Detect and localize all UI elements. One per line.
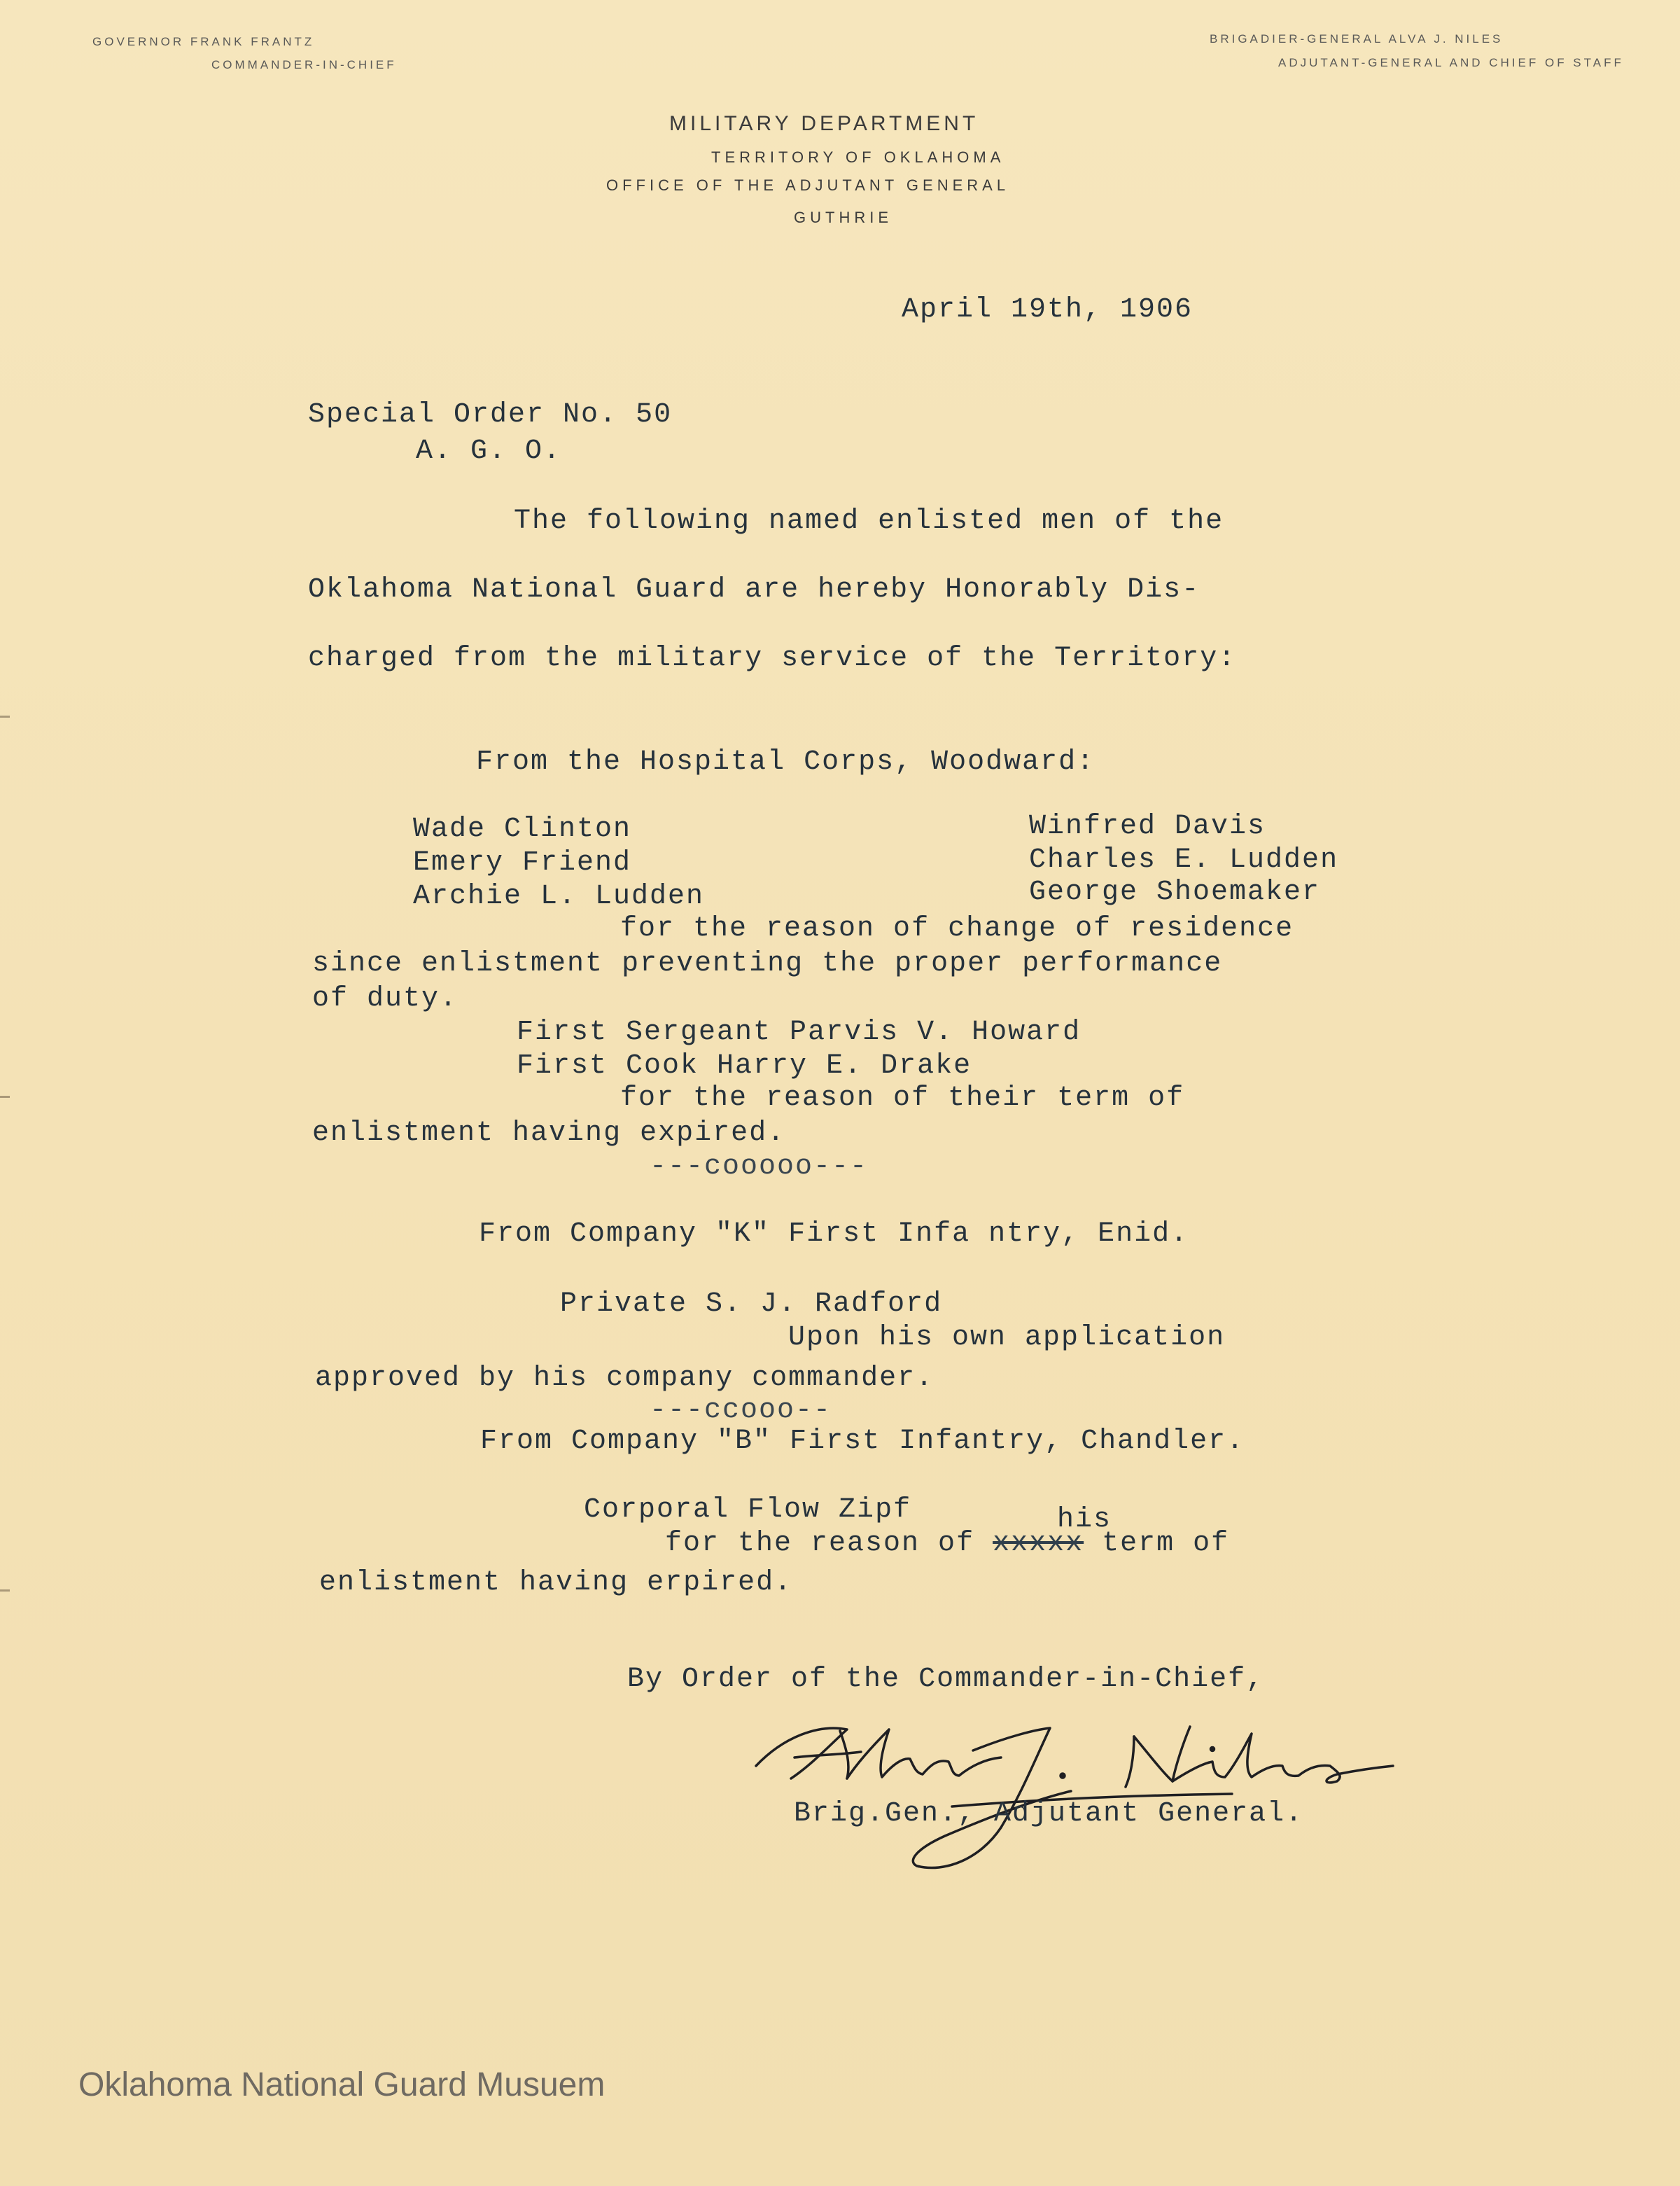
edge-mark bbox=[0, 716, 10, 718]
edge-mark bbox=[0, 1096, 10, 1098]
typed-insertion: his bbox=[1057, 1504, 1112, 1536]
museum-watermark: Oklahoma National Guard Musuem bbox=[78, 2066, 606, 2103]
hospital-reason-2: for the reason of their term of bbox=[620, 1082, 1185, 1114]
company-b-heading: From Company "B" First Infantry, Chandler. bbox=[480, 1426, 1245, 1457]
closing-by-order: By Order of the Commander-in-Chief, bbox=[627, 1664, 1265, 1695]
signature bbox=[742, 1708, 1400, 1884]
hospital-name: Emery Friend bbox=[413, 847, 632, 879]
company-k-heading: From Company "K" First Infa ntry, Enid. bbox=[479, 1218, 1189, 1250]
hospital-heading: From the Hospital Corps, Woodward: bbox=[476, 746, 1096, 778]
hospital-reason-2: enlistment having expired. bbox=[312, 1118, 786, 1149]
company-k-name: Private S. J. Radford bbox=[560, 1288, 943, 1320]
hospital-reason-1: for the reason of change of residence bbox=[620, 913, 1294, 945]
hospital-reason-1: since enlistment preventing the proper performance bbox=[312, 948, 1223, 980]
heading-territory: TERRITORY OF OKLAHOMA bbox=[711, 148, 1005, 166]
hospital-name: First Cook Harry E. Drake bbox=[517, 1050, 972, 1082]
company-k-reason: Upon his own application bbox=[788, 1322, 1226, 1353]
edge-mark bbox=[0, 1589, 10, 1592]
section-separator: ---cooooo--- bbox=[650, 1151, 869, 1183]
heading-department: MILITARY DEPARTMENT bbox=[669, 112, 979, 135]
intro-line-3: charged from the military service of the Territory: bbox=[308, 643, 1237, 674]
heading-city: GUTHRIE bbox=[794, 209, 892, 226]
hospital-reason-1: of duty. bbox=[312, 983, 458, 1015]
hospital-name: George Shoemaker bbox=[1029, 877, 1321, 908]
hospital-name: Wade Clinton bbox=[413, 814, 632, 845]
struck-word: xxxxx bbox=[993, 1528, 1084, 1559]
company-b-reason: enlistment having erpired. bbox=[319, 1567, 793, 1599]
reason-text: for the reason of bbox=[665, 1528, 975, 1559]
order-code: A. G. O. bbox=[416, 436, 562, 467]
company-k-reason: approved by his company commander. bbox=[315, 1363, 934, 1394]
hospital-name: Charles E. Ludden bbox=[1029, 844, 1339, 876]
order-number: Special Order No. 50 bbox=[308, 399, 673, 431]
letterhead-adjutant: BRIGADIER-GENERAL ALVA J. NILES bbox=[1210, 32, 1504, 46]
intro-line-1: The following named enlisted men of the bbox=[514, 506, 1224, 537]
closing-title: Brig.Gen., Adjutant General. bbox=[794, 1798, 1304, 1830]
intro-line-2: Oklahoma National Guard are hereby Honorably Dis- bbox=[308, 574, 1200, 606]
hospital-name: Archie L. Ludden bbox=[413, 881, 705, 912]
letterhead-governor: GOVERNOR FRANK FRANTZ bbox=[92, 35, 315, 48]
section-separator: ---ccooo-- bbox=[650, 1395, 832, 1426]
reason-text: term of bbox=[1102, 1528, 1230, 1559]
hospital-name: Winfred Davis bbox=[1029, 811, 1266, 842]
letterhead-adjutant-title: ADJUTANT-GENERAL AND CHIEF OF STAFF bbox=[1278, 56, 1624, 69]
letterhead-governor-title: COMMANDER-IN-CHIEF bbox=[211, 58, 397, 71]
letter-date: April 19th, 1906 bbox=[902, 294, 1194, 326]
company-b-reason bbox=[665, 1528, 1229, 1559]
hospital-name: First Sergeant Parvis V. Howard bbox=[517, 1017, 1082, 1048]
heading-office: OFFICE OF THE ADJUTANT GENERAL bbox=[606, 176, 1010, 194]
company-b-name: Corporal Flow Zipf bbox=[584, 1494, 912, 1526]
